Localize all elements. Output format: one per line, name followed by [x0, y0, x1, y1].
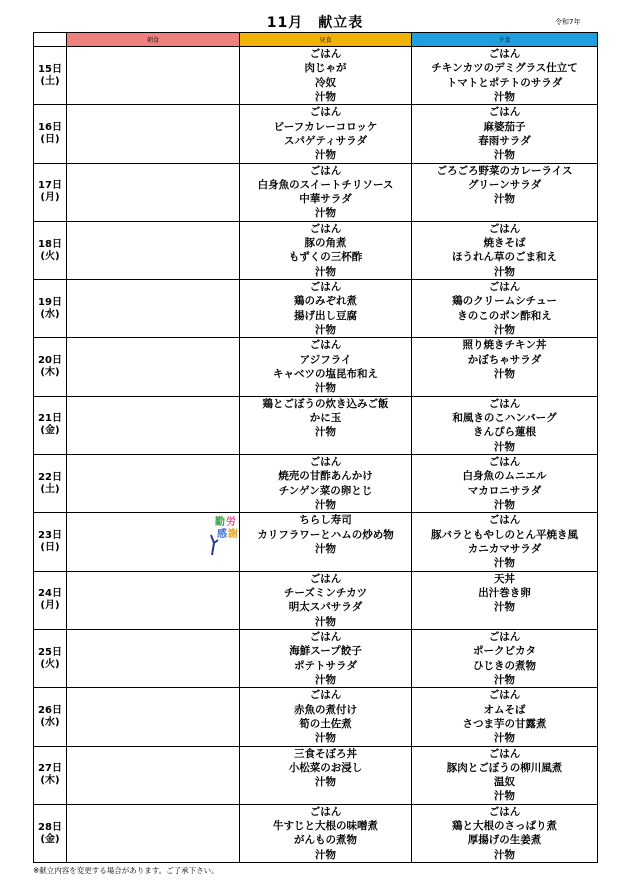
dish-item: ごはん	[488, 222, 521, 235]
breakfast-cell	[67, 396, 240, 454]
dish-item: ごはん	[488, 805, 521, 818]
dish-item: かに玉	[309, 412, 342, 425]
dish-item: きのこのポン酢和え	[457, 309, 552, 322]
breakfast-cell	[67, 629, 240, 687]
header-lunch: 昼食	[240, 33, 412, 47]
day-number: 20日	[38, 355, 62, 367]
svg-text:労: 労	[226, 517, 236, 529]
date-cell	[34, 338, 67, 396]
date-cell	[34, 455, 67, 513]
day-number: 26日	[38, 704, 62, 716]
dish-item: ビーフカレーコロッケ	[273, 120, 378, 133]
dish-item: ごはん	[488, 48, 521, 60]
dish-item: ごはん	[309, 805, 342, 818]
dinner-cell	[412, 105, 598, 163]
dish-item: ごはん	[488, 630, 521, 643]
lunch-cell	[240, 221, 412, 279]
dish-item: きんぴら蓮根	[473, 426, 536, 439]
dish-item: 鶏と大根のさっぱり煮	[452, 820, 557, 833]
day-of-week: (日)	[40, 133, 60, 145]
menu-row	[34, 338, 598, 396]
day-of-week: (木)	[40, 775, 60, 787]
dinner-cell	[412, 221, 598, 279]
lunch-cell	[240, 571, 412, 629]
date-cell	[34, 280, 67, 338]
dish-item: ポークピカタ	[473, 645, 536, 658]
dish-item: 汁物	[315, 542, 336, 555]
date-cell	[34, 47, 67, 105]
breakfast-cell	[67, 804, 240, 862]
svg-text:感: 感	[217, 529, 227, 541]
day-of-week: (日)	[40, 542, 60, 554]
dish-item: ごはん	[488, 106, 521, 119]
menu-table	[33, 32, 598, 863]
dish-item: 筍の土佐煮	[299, 717, 352, 730]
day-of-week: (月)	[40, 600, 60, 612]
dinner-cell	[412, 163, 598, 221]
breakfast-cell	[67, 163, 240, 221]
era-label: 令和7年	[555, 18, 581, 26]
date-cell	[34, 804, 67, 862]
header-corner	[34, 33, 67, 47]
dish-item: カニカマサラダ	[467, 542, 542, 555]
dish-item: 牛すじと大根の味噌煮	[273, 820, 378, 833]
day-of-week: (金)	[40, 425, 60, 437]
dish-item: ひじきの煮物	[473, 659, 536, 672]
dinner-cell	[412, 571, 598, 629]
header-row	[34, 33, 598, 47]
lunch-cell	[240, 688, 412, 746]
breakfast-cell	[67, 221, 240, 279]
day-of-week: (水)	[40, 716, 60, 728]
breakfast-cell	[67, 105, 240, 163]
dish-item: 天丼	[494, 572, 515, 585]
breakfast-cell	[67, 455, 240, 513]
lunch-cell	[240, 513, 412, 571]
day-of-week: (火)	[40, 250, 60, 262]
dish-item: ポテトサラダ	[294, 659, 357, 672]
page-title: 11月 献立表	[266, 15, 364, 31]
dish-item: ごはん	[488, 689, 521, 702]
dish-item: 汁物	[494, 498, 515, 511]
dish-item: 汁物	[315, 265, 336, 278]
day-number: 27日	[38, 763, 62, 775]
labor-thanksgiving-illustration	[207, 515, 240, 557]
breakfast-cell	[67, 571, 240, 629]
breakfast-cell	[67, 338, 240, 396]
menu-row	[34, 47, 598, 105]
dish-item: ごはん	[309, 106, 342, 119]
dish-item: 汁物	[315, 382, 336, 395]
lunch-cell	[240, 163, 412, 221]
lunch-cell	[240, 105, 412, 163]
menu-row	[34, 280, 598, 338]
dish-item: 鶏のクリームシチュー	[452, 295, 557, 308]
dish-item: 汁物	[315, 207, 336, 220]
dish-item: 汁物	[494, 324, 515, 337]
date-cell	[34, 105, 67, 163]
lunch-cell	[240, 629, 412, 687]
date-cell	[34, 221, 67, 279]
menu-row	[34, 629, 598, 687]
dish-item: 汁物	[494, 790, 515, 803]
day-of-week: (火)	[40, 658, 60, 670]
dish-item: がんもの煮物	[294, 834, 357, 847]
dish-item: ほうれん草のごま和え	[452, 251, 557, 264]
menu-row	[34, 455, 598, 513]
dish-item: 汁物	[494, 90, 515, 103]
dish-item: マカロニサラダ	[467, 484, 542, 497]
day-of-week: (水)	[40, 308, 60, 320]
dish-item: 汁物	[494, 440, 515, 453]
lunch-cell	[240, 396, 412, 454]
dish-item: 出汁巻き卵	[478, 586, 531, 599]
day-number: 17日	[38, 180, 62, 192]
dish-item: ごろごろ野菜のカレーライス	[436, 164, 573, 177]
dish-item: 汁物	[315, 673, 336, 686]
dish-item: さつま芋の甘露煮	[462, 717, 547, 730]
dish-item: 三食そぼろ丼	[294, 747, 357, 760]
footnote: ※献立内容を変更する場合があります。ご了承下さい。	[33, 866, 219, 875]
dish-item: 冷奴	[315, 76, 336, 89]
lunch-cell	[240, 804, 412, 862]
dinner-cell	[412, 513, 598, 571]
day-number: 21日	[38, 413, 62, 425]
dish-item: もずくの三杯酢	[288, 251, 363, 264]
dish-item: ごはん	[309, 48, 342, 60]
lunch-cell	[240, 47, 412, 105]
menu-row	[34, 221, 598, 279]
day-number: 25日	[38, 646, 62, 658]
dish-item: 汁物	[315, 776, 336, 789]
dish-item: 汁物	[315, 149, 336, 162]
date-cell	[34, 746, 67, 804]
dish-item: ごはん	[488, 281, 521, 294]
dinner-cell	[412, 746, 598, 804]
dish-item: ごはん	[309, 281, 342, 294]
day-number: 23日	[38, 530, 62, 542]
dish-item: 豚の角煮	[304, 237, 347, 250]
dish-item: 春雨サラダ	[478, 134, 531, 147]
menu-row	[34, 571, 598, 629]
dinner-cell	[412, 396, 598, 454]
dish-item: 汁物	[315, 848, 336, 861]
breakfast-cell	[67, 513, 240, 571]
dish-item: 汁物	[494, 732, 515, 745]
breakfast-cell	[67, 47, 240, 105]
dish-item: 厚揚げの生姜煮	[467, 834, 542, 847]
day-number: 16日	[38, 121, 62, 133]
dish-item: 中華サラダ	[299, 193, 352, 206]
dish-item: ごはん	[309, 689, 342, 702]
dish-item: 明太スパサラダ	[288, 601, 363, 614]
dish-item: 汁物	[494, 149, 515, 162]
day-of-week: (土)	[40, 75, 60, 87]
dish-item: 海鮮スープ餃子	[289, 645, 362, 658]
day-number: 28日	[38, 821, 62, 833]
menu-row	[34, 804, 598, 862]
day-of-week: (月)	[40, 192, 60, 204]
dish-item: ごはん	[309, 339, 342, 352]
dish-item: グリーンサラダ	[467, 178, 542, 191]
dish-item: 肉じゃが	[304, 62, 347, 75]
dish-item: 汁物	[315, 90, 336, 103]
dish-item: 焼売の甘酢あんかけ	[278, 470, 373, 483]
day-of-week: (土)	[40, 483, 60, 495]
dish-item: 汁物	[494, 193, 515, 206]
dish-item: ごはん	[488, 397, 521, 410]
dish-item: 汁物	[494, 368, 515, 381]
dish-item: 鶏とごぼうの炊き込みご飯	[262, 397, 389, 410]
dish-item: 白身魚のスイートチリソース	[257, 178, 394, 191]
day-of-week: (木)	[40, 367, 60, 379]
day-number: 24日	[38, 588, 62, 600]
date-cell	[34, 513, 67, 571]
menu-row	[34, 746, 598, 804]
dish-item: ごはん	[309, 164, 342, 177]
dish-item: ごはん	[488, 747, 521, 760]
dish-item: 汁物	[315, 498, 336, 511]
dish-item: 赤魚の煮付け	[294, 703, 357, 716]
dish-item: 豚バラともやしのとん平焼き風	[431, 528, 578, 541]
dish-item: チーズミンチカツ	[283, 586, 368, 599]
dish-item: チキンカツのデミグラス仕立て	[431, 62, 578, 75]
dish-item: 白身魚のムニエル	[462, 470, 547, 483]
breakfast-cell	[67, 688, 240, 746]
dish-item: 汁物	[494, 601, 515, 614]
dish-item: ごはん	[309, 572, 342, 585]
dish-item: 汁物	[494, 673, 515, 686]
dish-item: キャベツの塩昆布和え	[273, 368, 378, 381]
lunch-cell	[240, 455, 412, 513]
dinner-cell	[412, 280, 598, 338]
breakfast-cell	[67, 746, 240, 804]
dish-item: オムそば	[483, 703, 526, 716]
dinner-cell	[412, 688, 598, 746]
dish-item: 温奴	[494, 776, 515, 789]
lunch-cell	[240, 746, 412, 804]
dinner-cell	[412, 629, 598, 687]
dish-item: 汁物	[315, 426, 336, 439]
dish-item: チンゲン菜の卵とじ	[278, 484, 373, 497]
dish-item: ごはん	[309, 222, 342, 235]
dinner-cell	[412, 804, 598, 862]
day-number: 18日	[38, 238, 62, 250]
svg-text:謝: 謝	[228, 529, 238, 541]
dish-item: 汁物	[494, 848, 515, 861]
svg-text:勤: 勤	[215, 517, 225, 529]
dish-item: 汁物	[315, 732, 336, 745]
dish-item: 汁物	[315, 615, 336, 628]
dish-item: ごはん	[488, 514, 521, 527]
dish-item: カリフラワーとハムの炒め物	[257, 528, 394, 541]
dish-item: 麻婆茄子	[483, 120, 526, 133]
dish-item: 汁物	[494, 265, 515, 278]
dinner-cell	[412, 338, 598, 396]
dish-item: ごはん	[488, 456, 521, 469]
menu-row	[34, 163, 598, 221]
lunch-cell	[240, 338, 412, 396]
dish-item: 焼きそば	[483, 237, 526, 250]
dinner-cell	[412, 47, 598, 105]
date-cell	[34, 629, 67, 687]
dish-item: 揚げ出し豆腐	[294, 309, 357, 322]
dish-item: ごはん	[309, 630, 342, 643]
menu-row	[34, 396, 598, 454]
dish-item: かぼちゃサラダ	[467, 353, 542, 366]
date-cell	[34, 396, 67, 454]
menu-row	[34, 513, 598, 571]
breakfast-cell	[67, 280, 240, 338]
dish-item: 小松菜のお浸し	[288, 761, 363, 774]
dinner-cell	[412, 455, 598, 513]
dish-item: ごはん	[309, 456, 342, 469]
date-cell	[34, 163, 67, 221]
dish-item: 鶏のみぞれ煮	[294, 295, 357, 308]
day-number: 22日	[38, 471, 62, 483]
dish-item: 汁物	[494, 557, 515, 570]
dish-item: 汁物	[315, 324, 336, 337]
dish-item: 豚肉とごぼうの柳川風煮	[446, 761, 563, 774]
date-cell	[34, 571, 67, 629]
dish-item: ちらし寿司	[299, 514, 352, 527]
header-breakfast: 朝食	[67, 33, 240, 47]
day-of-week: (金)	[40, 833, 60, 845]
dish-item: スパゲティサラダ	[283, 134, 368, 147]
dish-item: アジフライ	[299, 353, 352, 366]
day-number: 19日	[38, 296, 62, 308]
dish-item: 和風きのこハンバーグ	[452, 412, 557, 425]
menu-row	[34, 105, 598, 163]
dish-item: トマトとポテトのサラダ	[446, 76, 563, 89]
dish-item: 照り焼きチキン丼	[462, 339, 547, 352]
header-dinner: 夕食	[412, 33, 598, 47]
date-cell	[34, 688, 67, 746]
day-number: 15日	[38, 63, 62, 75]
menu-row	[34, 688, 598, 746]
lunch-cell	[240, 280, 412, 338]
